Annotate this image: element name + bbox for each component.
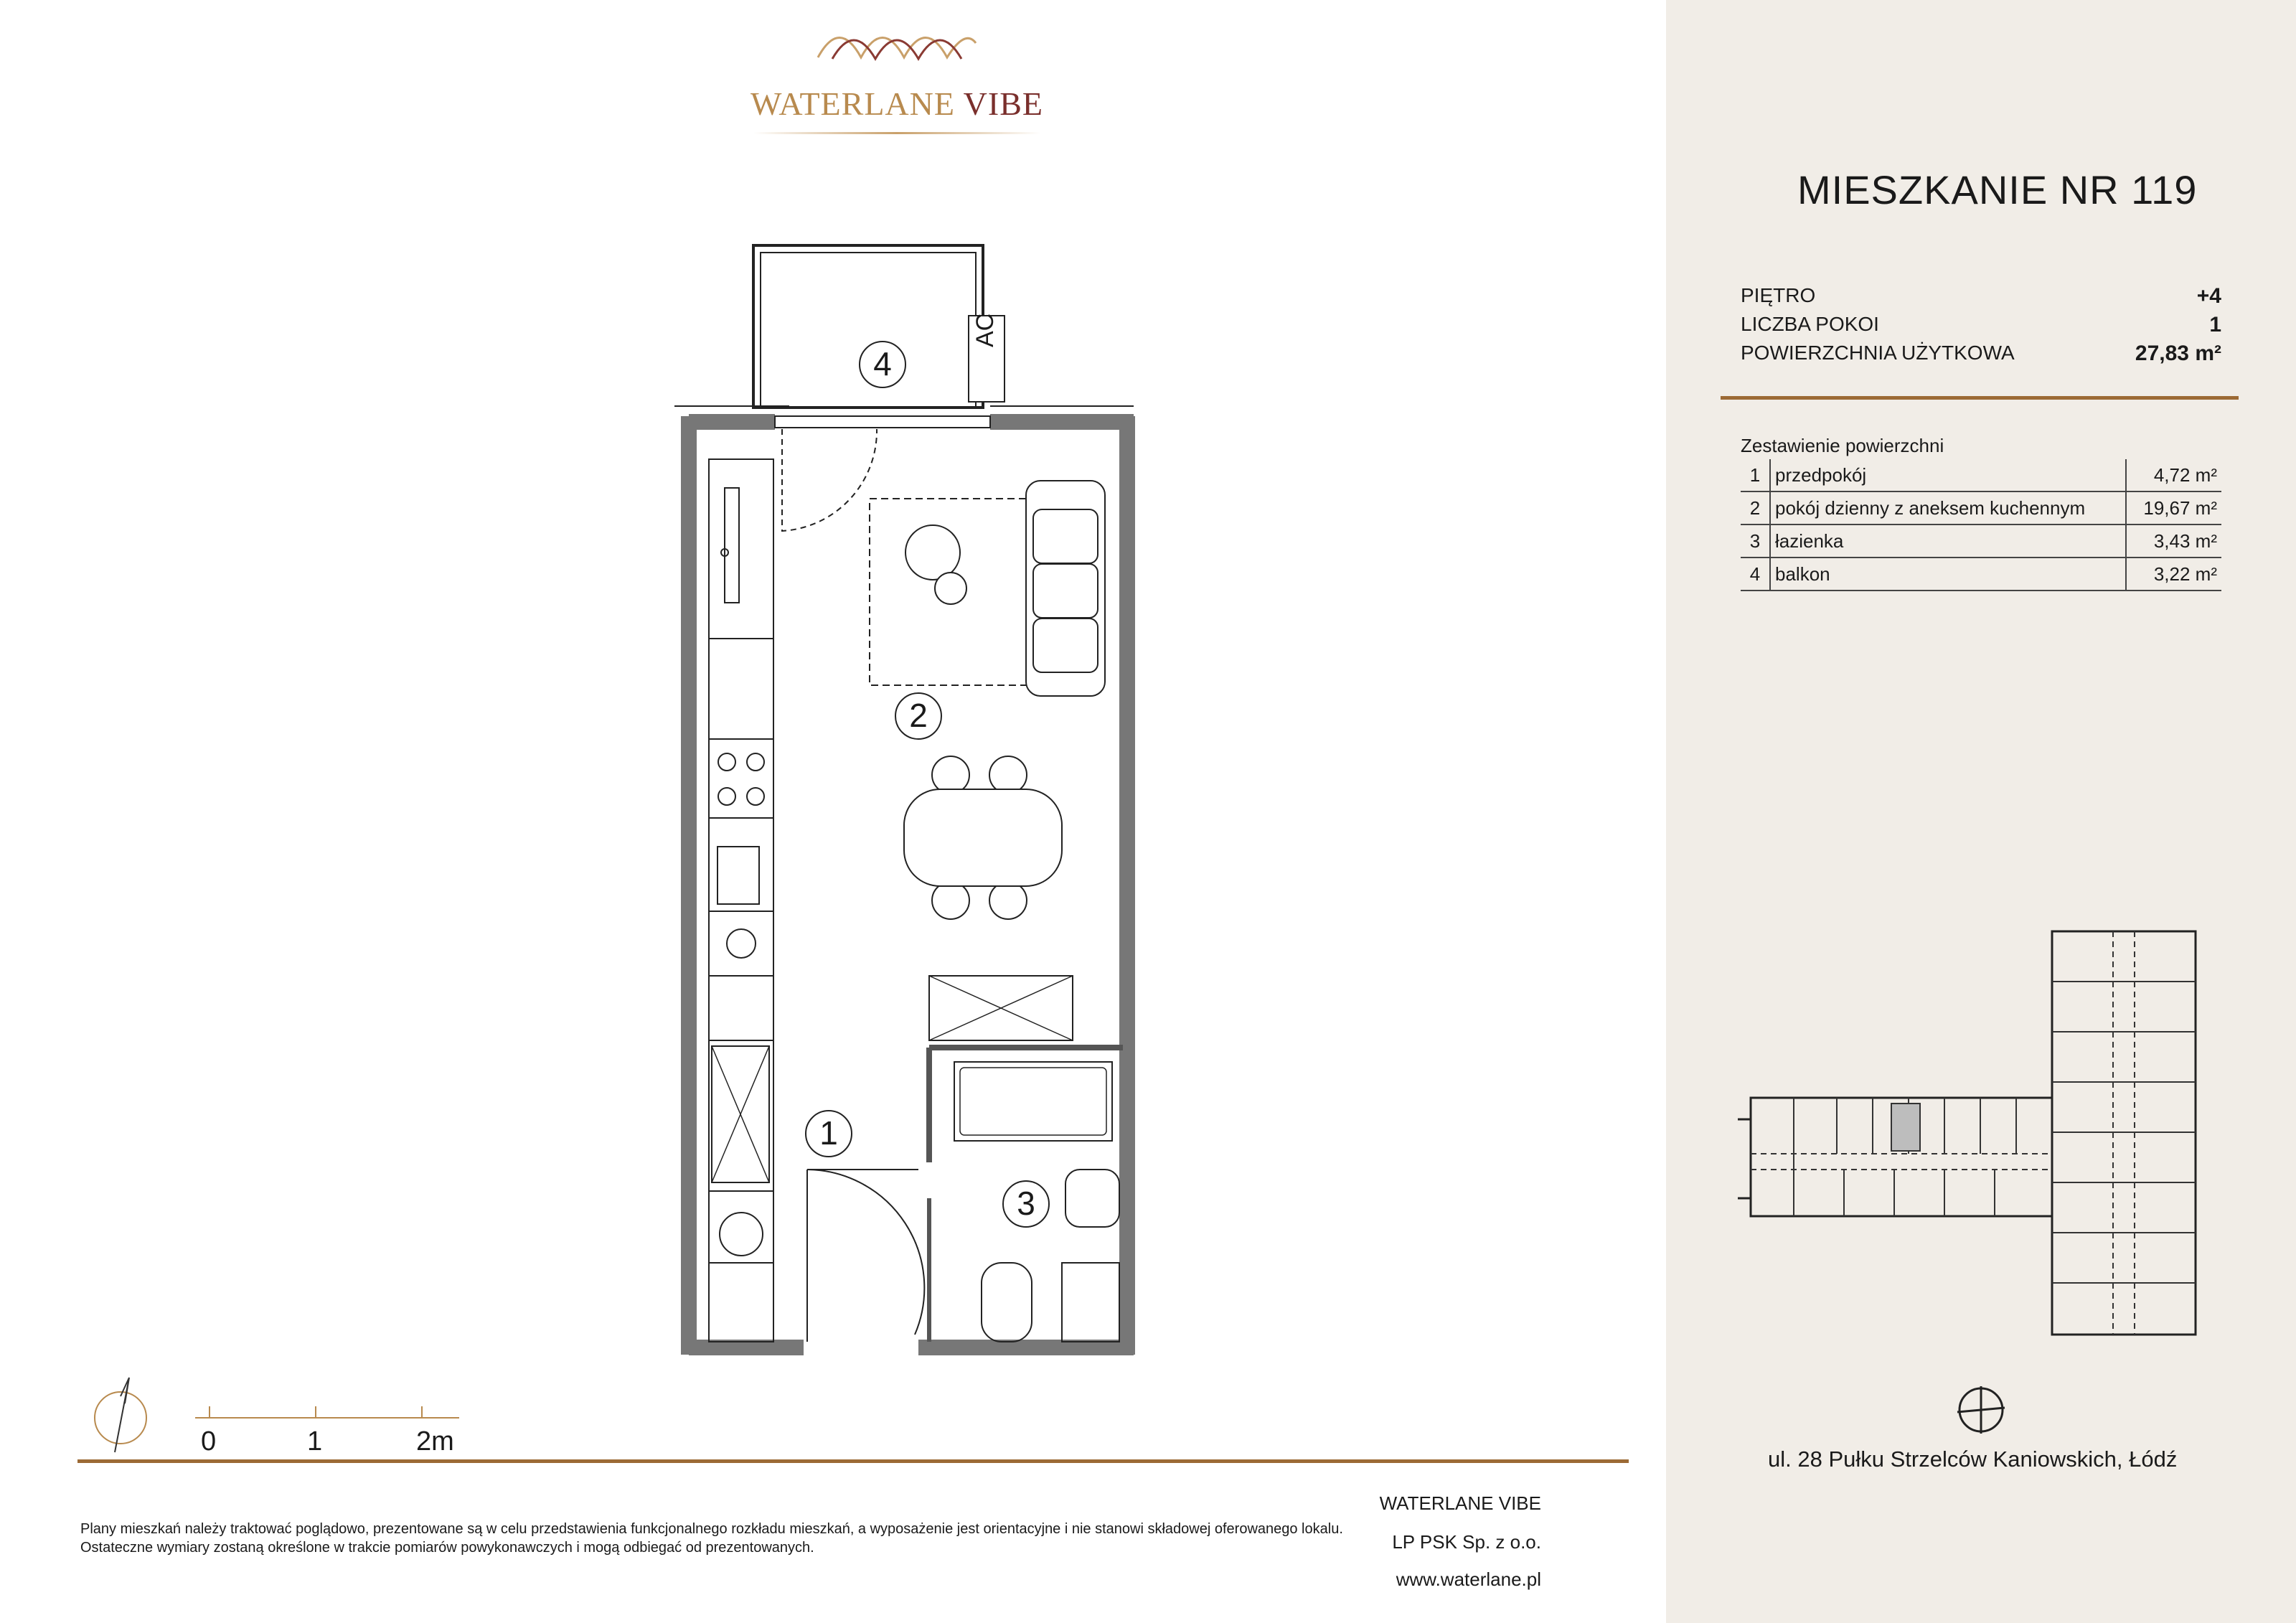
room-name: łazienka bbox=[1770, 524, 2126, 558]
logo-underline bbox=[753, 132, 1040, 134]
north-arrow-icon bbox=[92, 1375, 149, 1454]
address: ul. 28 Pułku Strzelców Kaniowskich, Łódź bbox=[1768, 1446, 2178, 1472]
logo-word-2: VIBE bbox=[963, 85, 1043, 122]
disclaimer-line-1: Plany mieszkań należy traktować poglądowo, prezentowane są w celu przedstawienia funkcjonalnego rozkładu mieszkań, a wyposażenie jest orientacyjne i nie stanowi składowej oferowanego lokalu. bbox=[80, 1521, 1343, 1537]
area-summary-table bbox=[1741, 459, 2221, 591]
room-name: balkon bbox=[1770, 558, 2126, 591]
website-link[interactable]: www.waterlane.pl bbox=[1396, 1568, 1541, 1590]
info-row-rooms bbox=[1741, 313, 2221, 342]
info-label: PIĘTRO bbox=[1741, 284, 1816, 306]
room-name: pokój dzienny z aneksem kuchennym bbox=[1770, 491, 2126, 524]
table-row bbox=[1741, 491, 2221, 524]
room-number: 1 bbox=[1741, 459, 1770, 491]
info-label: LICZBA POKOI bbox=[1741, 313, 1879, 335]
room-area: 3,22 m² bbox=[2126, 558, 2221, 591]
info-panel bbox=[1666, 0, 2296, 1623]
apartment-title: MIESZKANIE NR 119 bbox=[1797, 167, 2198, 212]
info-value: 27,83 m² bbox=[2135, 342, 2221, 365]
table-row bbox=[1741, 524, 2221, 558]
compass-icon bbox=[1956, 1385, 2006, 1435]
company-name: WATERLANE VIBE bbox=[1379, 1492, 1541, 1514]
room-label-2: 2 bbox=[909, 697, 928, 734]
scale-label-0: 0 bbox=[201, 1426, 217, 1457]
footer-divider bbox=[77, 1459, 1629, 1463]
logo-wordmark bbox=[746, 85, 1048, 123]
company-legal: LP PSK Sp. z o.o. bbox=[1392, 1531, 1541, 1553]
room-number: 2 bbox=[1741, 491, 1770, 524]
table-row bbox=[1741, 459, 2221, 491]
logo-word-1: WATERLANE bbox=[751, 85, 955, 122]
washbasin bbox=[1065, 1170, 1119, 1227]
sofa bbox=[1026, 481, 1105, 696]
ac-label: AC bbox=[971, 313, 999, 347]
summary-title: Zestawienie powierzchni bbox=[1741, 435, 1944, 456]
scale-label-1: 1 bbox=[307, 1426, 323, 1457]
room-number: 4 bbox=[1741, 558, 1770, 591]
room-number: 3 bbox=[1741, 524, 1770, 558]
disclaimer-line-2: Ostateczne wymiary zostaną określone w trakcie pomiarów powykonawczych i mogą odbiegać od prezentowanych. bbox=[80, 1540, 814, 1556]
room-label-4: 4 bbox=[873, 345, 892, 382]
floor-plan bbox=[674, 237, 1148, 1370]
room-area: 19,67 m² bbox=[2126, 491, 2221, 524]
disclaimer bbox=[80, 1520, 1458, 1557]
room-area: 3,43 m² bbox=[2126, 524, 2221, 558]
highlighted-unit bbox=[1891, 1104, 1920, 1151]
room-area: 4,72 m² bbox=[2126, 459, 2221, 491]
scale-label-2m: 2m bbox=[416, 1426, 454, 1457]
info-divider bbox=[1721, 396, 2239, 400]
scale-bar bbox=[194, 1399, 466, 1428]
room-label-1: 1 bbox=[819, 1114, 838, 1152]
logo-waves-icon bbox=[811, 14, 983, 65]
info-value: +4 bbox=[2196, 284, 2221, 308]
kitchen-counter bbox=[709, 459, 773, 1342]
bathtub bbox=[954, 1062, 1112, 1141]
toilet bbox=[982, 1263, 1032, 1342]
room-label-3: 3 bbox=[1017, 1185, 1035, 1222]
building-key-plan bbox=[1736, 926, 2217, 1356]
info-label: POWIERZCHNIA UŻYTKOWA bbox=[1741, 342, 2015, 364]
balcony-door bbox=[775, 416, 990, 428]
info-row-floor bbox=[1741, 284, 2221, 313]
table-row bbox=[1741, 558, 2221, 591]
dining-table bbox=[904, 789, 1062, 886]
info-value: 1 bbox=[2209, 313, 2221, 337]
info-row-area bbox=[1741, 342, 2221, 370]
room-name: przedpokój bbox=[1770, 459, 2126, 491]
